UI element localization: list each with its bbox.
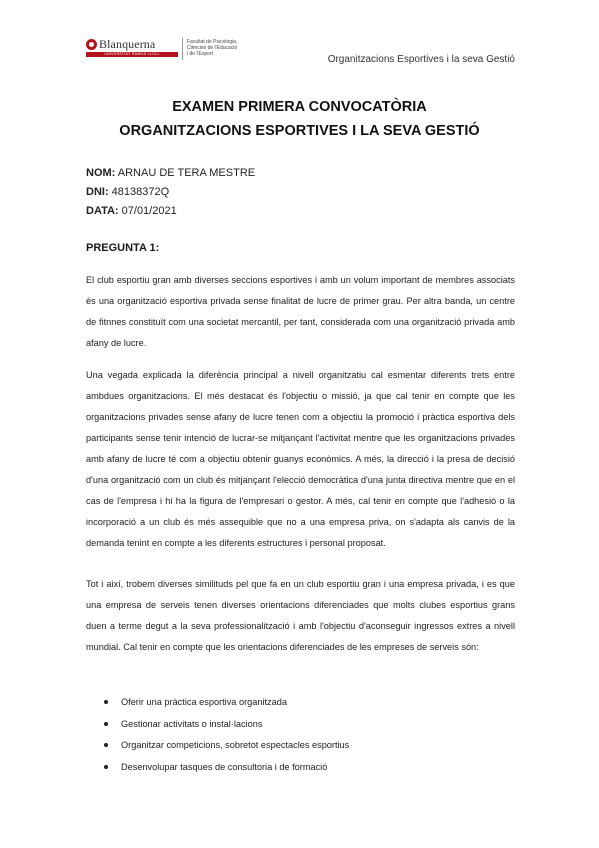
faculty-line: Ciències de l'Educació (187, 45, 238, 51)
exam-title: EXAMEN PRIMERA CONVOCATÒRIA (172, 99, 427, 115)
bullet-icon (104, 700, 108, 704)
name-value: ARNAU DE TERA MESTRE (115, 167, 256, 179)
list-item (104, 735, 349, 757)
bullet-list (104, 692, 349, 778)
faculty-line: Facultat de Psicologia, (187, 39, 238, 45)
question-heading: PREGUNTA 1: (86, 242, 160, 254)
list-item-text: Oferir una pràctica esportiva organitzada (121, 697, 287, 707)
date-label: DATA: (86, 205, 119, 217)
logo-university-bar: UNIVERSITAT RAMON LLULL (86, 52, 178, 57)
list-item (104, 757, 349, 779)
list-item (104, 692, 349, 714)
bullet-icon (104, 743, 108, 747)
date-value: 07/01/2021 (118, 205, 177, 217)
student-name (86, 167, 255, 179)
course-title: ORGANITZACIONS ESPORTIVES I LA SEVA GESTIÓ (119, 123, 480, 139)
logo-circle-icon (86, 39, 97, 50)
running-header: Organitzacions Esportives i la seva Gestió (327, 54, 515, 65)
logo-divider (182, 38, 183, 60)
list-item-text: Gestionar activitats o instal·lacions (121, 718, 263, 729)
dni-value: 48138372Q (108, 186, 170, 198)
dni-label: DNI: (86, 186, 109, 198)
list-item (104, 714, 349, 736)
list-item-text: Organitzar competicions, sobretot espectacles esportius (121, 740, 350, 750)
faculty-name (187, 39, 237, 57)
answer-paragraph: Una vegada explicada la diferència principal a nivell organitzatiu cal esmentar diferents trets entre ambdues organitzacions. El més destacat és l'objectiu o missió, ja que cal tenir en compte que les organitzacions privades sense afany de lucre tenen com a objectiu la promoció i pràctica esportiva dels participants sense tenir intenció de lucrar-se mitjançant l'activitat mentre que les organitzacions privades amb afany de lucre té com a objectiu obtenir guanys econòmics. A més, la direcció i la presa de decisió d'una organització com un club és mitjançant l'elecció democràtica d'una junta directiva mentre que en el cas de l'empresa i hi ha la figura de l'empresari o gestor. A més, cal tenir en compte que l'adhesió o la incorporació a un club és més assequible que no a una empresa priva, on s'adapta als canvis de la demanda tenint en compte a les diferents estructures i personal proposat. (86, 370, 515, 548)
answer-paragraph: Tot i així, trobem diverses similituds pel que fa en un club esportiu gran i una empresa privada, i es que una empresa de serveis tenen diverses orientacions diferenciades que molts clubes esportius grans duen a terme degut a la seva professionalització i amb l'objectiu d'aconseguir ingressos extres a nivell mundial. Cal tenir en compte que les orientacions diferenciades de les empreses de serveis són: (86, 579, 515, 652)
institution-logo (86, 38, 237, 60)
bullet-icon (104, 765, 108, 769)
faculty-line: i de l'Esport (187, 51, 213, 57)
name-label: NOM: (86, 167, 116, 179)
student-dni (86, 186, 169, 198)
list-item-text: Desenvolupar tasques de consultoria i de formació (121, 761, 328, 772)
bullet-icon (104, 722, 108, 726)
logo-wordmark: Blanquerna (99, 37, 156, 51)
answer-paragraph: El club esportiu gran amb diverses seccions esportives i amb un volum important de membres associats és una organització esportiva privada sense finalitat de lucre de primer grau. Per altra banda, un centre de fitnnes constituït com una societat mercantil, per tant, considerada com una organització privada amb afany de lucre. (86, 275, 515, 348)
exam-date (86, 205, 177, 217)
